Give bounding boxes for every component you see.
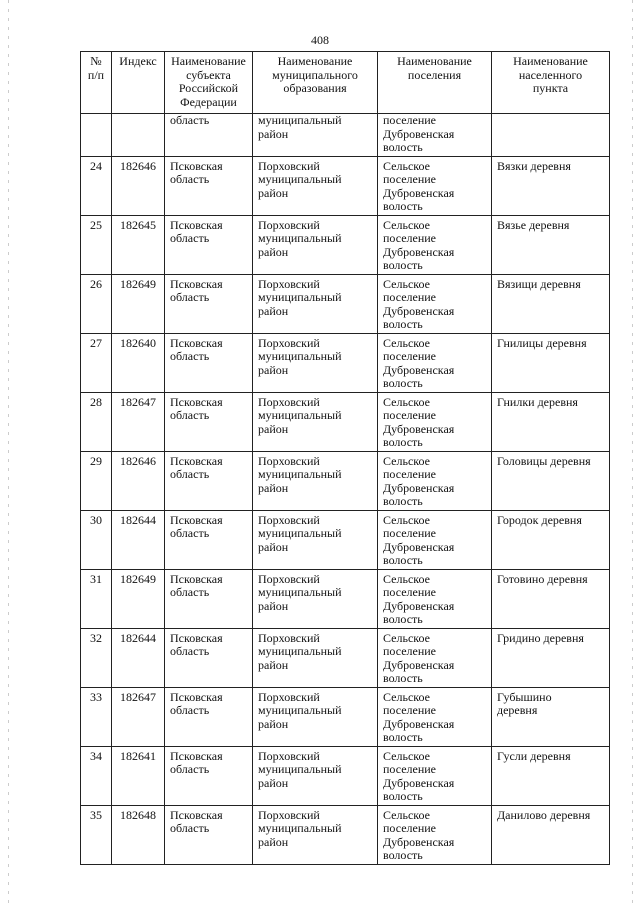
cell-number: 26	[81, 274, 112, 333]
cell-number: 24	[81, 156, 112, 215]
cell-settlement: Сельское поселение Дубровенская волость	[378, 687, 492, 746]
cell-index: 182645	[112, 215, 165, 274]
header-index: Индекс	[112, 52, 165, 114]
table-row	[81, 156, 610, 215]
cell-subject: Псковская область	[165, 392, 253, 451]
cell-municipality: муниципальный район	[253, 114, 378, 157]
header-subject: Наименование субъекта Российской Федерации	[165, 52, 253, 114]
cell-municipality: Порховский муниципальный район	[253, 156, 378, 215]
cell-settlement: Сельское поселение Дубровенская волость	[378, 451, 492, 510]
scan-edge-left	[8, 0, 9, 905]
cell-settlement: Сельское поселение Дубровенская волость	[378, 156, 492, 215]
table-row	[81, 333, 610, 392]
table-row-continuation	[81, 114, 610, 157]
cell-municipality: Порховский муниципальный район	[253, 687, 378, 746]
table-row	[81, 510, 610, 569]
cell-settlement: Сельское поселение Дубровенская волость	[378, 274, 492, 333]
cell-settlement: Сельское поселение Дубровенская волость	[378, 569, 492, 628]
cell-number: 35	[81, 805, 112, 864]
cell-subject: Псковская область	[165, 687, 253, 746]
table-row	[81, 274, 610, 333]
cell-municipality: Порховский муниципальный район	[253, 628, 378, 687]
cell-number: 28	[81, 392, 112, 451]
cell-municipality: Порховский муниципальный район	[253, 805, 378, 864]
scan-edge-right	[632, 0, 633, 905]
cell-subject: Псковская область	[165, 156, 253, 215]
header-locality: Наименование населенного пункта	[492, 52, 610, 114]
table-row	[81, 746, 610, 805]
cell-number: 33	[81, 687, 112, 746]
cell-index: 182641	[112, 746, 165, 805]
cell-subject: Псковская область	[165, 333, 253, 392]
cell-number: 29	[81, 451, 112, 510]
cell-municipality: Порховский муниципальный район	[253, 392, 378, 451]
cell-index	[112, 114, 165, 157]
table-row	[81, 215, 610, 274]
cell-number: 31	[81, 569, 112, 628]
cell-subject: Псковская область	[165, 451, 253, 510]
header-municipality: Наименование муниципального образования	[253, 52, 378, 114]
cell-subject: Псковская область	[165, 805, 253, 864]
cell-index: 182644	[112, 510, 165, 569]
cell-index: 182640	[112, 333, 165, 392]
cell-municipality: Порховский муниципальный район	[253, 746, 378, 805]
cell-municipality: Порховский муниципальный район	[253, 569, 378, 628]
cell-settlement: Сельское поселение Дубровенская волость	[378, 805, 492, 864]
cell-subject: Псковская область	[165, 274, 253, 333]
table-row	[81, 451, 610, 510]
cell-settlement: Сельское поселение Дубровенская волость	[378, 628, 492, 687]
cell-locality: Данилово деревня	[492, 805, 610, 864]
cell-index: 182649	[112, 274, 165, 333]
cell-index: 182647	[112, 687, 165, 746]
cell-number	[81, 114, 112, 157]
cell-municipality: Порховский муниципальный район	[253, 510, 378, 569]
cell-number: 25	[81, 215, 112, 274]
cell-subject: Псковская область	[165, 215, 253, 274]
cell-number: 34	[81, 746, 112, 805]
table-row	[81, 687, 610, 746]
cell-locality: Готовино деревня	[492, 569, 610, 628]
cell-number: 32	[81, 628, 112, 687]
cell-index: 182649	[112, 569, 165, 628]
cell-locality: Вязки деревня	[492, 156, 610, 215]
cell-index: 182646	[112, 451, 165, 510]
cell-index: 182647	[112, 392, 165, 451]
cell-subject: Псковская область	[165, 746, 253, 805]
cell-municipality: Порховский муниципальный район	[253, 274, 378, 333]
table-header-row	[81, 52, 610, 114]
cell-locality: Губышино деревня	[492, 687, 610, 746]
cell-number: 30	[81, 510, 112, 569]
cell-settlement: Сельское поселение Дубровенская волость	[378, 215, 492, 274]
cell-municipality: Порховский муниципальный район	[253, 215, 378, 274]
table-body	[81, 114, 610, 865]
header-settlement: Наименование поселения	[378, 52, 492, 114]
cell-locality: Гридино деревня	[492, 628, 610, 687]
cell-number: 27	[81, 333, 112, 392]
table-row	[81, 569, 610, 628]
cell-settlement: Сельское поселение Дубровенская волость	[378, 392, 492, 451]
cell-municipality: Порховский муниципальный район	[253, 333, 378, 392]
header-number: № п/п	[81, 52, 112, 114]
cell-index: 182644	[112, 628, 165, 687]
table-row	[81, 392, 610, 451]
cell-settlement: поселение Дубровенская волость	[378, 114, 492, 157]
table-row	[81, 628, 610, 687]
cell-settlement: Сельское поселение Дубровенская волость	[378, 333, 492, 392]
cell-municipality: Порховский муниципальный район	[253, 451, 378, 510]
cell-settlement: Сельское поселение Дубровенская волость	[378, 510, 492, 569]
cell-locality: Гнилки деревня	[492, 392, 610, 451]
cell-subject: Псковская область	[165, 628, 253, 687]
table-row	[81, 805, 610, 864]
localities-table	[80, 51, 610, 865]
cell-locality: Гнилицы деревня	[492, 333, 610, 392]
cell-locality: Вязье деревня	[492, 215, 610, 274]
page-number: 408	[311, 33, 329, 47]
cell-index: 182648	[112, 805, 165, 864]
cell-locality: Городок деревня	[492, 510, 610, 569]
cell-subject: Псковская область	[165, 510, 253, 569]
cell-subject: Псковская область	[165, 569, 253, 628]
cell-index: 182646	[112, 156, 165, 215]
cell-settlement: Сельское поселение Дубровенская волость	[378, 746, 492, 805]
cell-locality: Головицы деревня	[492, 451, 610, 510]
cell-locality: Вязищи деревня	[492, 274, 610, 333]
cell-locality	[492, 114, 610, 157]
cell-locality: Гусли деревня	[492, 746, 610, 805]
cell-subject: область	[165, 114, 253, 157]
